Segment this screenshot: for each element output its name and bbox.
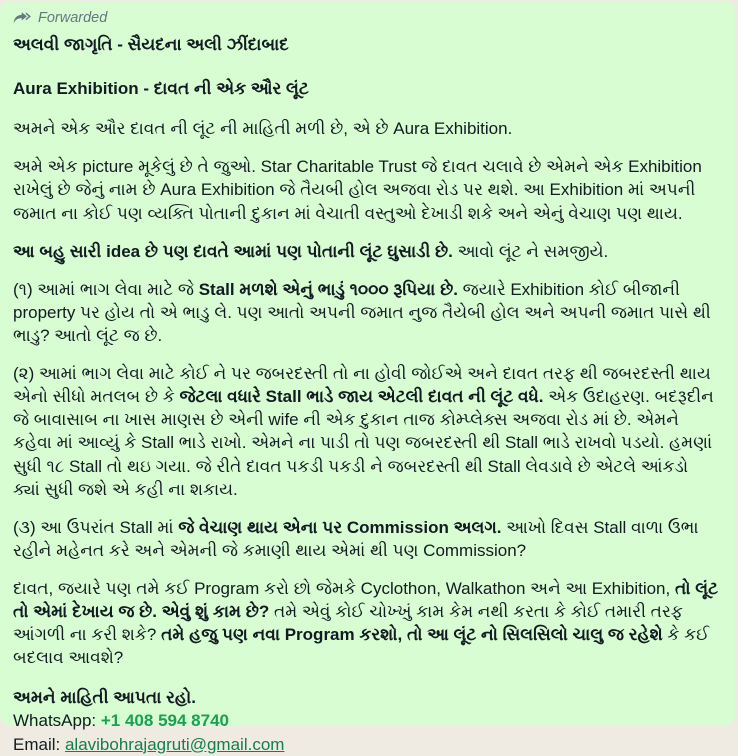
email-label: Email: [13, 734, 65, 754]
point1-bold-text: Stall મળશે એનું ભાડું ૧૦૦૦ રૂપિયા છે. [198, 279, 458, 299]
idea-rest-text: આવો લૂંટ ને સમજીયે. [452, 241, 609, 261]
whatsapp-number-link[interactable]: +1 408 594 8740 [100, 711, 229, 731]
whatsapp-line [13, 709, 719, 732]
point2-rest-text: એક ઉદાહરણ. બદરૂદીન જે બાવાસાબ ના ખાસ માણસ છે એની wife ની એક દુકાન તાજ કોમ્પ્લેક્સ અજવા રોડ માં છે. એમને કહેવા માં આવ્યું કે Stall ભાડે રાખો. એમને ના પાડી તો પણ જબરદસ્તી થી Stall ભાડે રાખવો પડયો. હમણાં સુધી ૧૮ Stall તો થઇ ગયા. જે રીતે દાવત પકડી પકડી ને જબરદસ્તી થી Stall લેવડાવે છે એટલે આંકડો ક્યાં સુધી જશે એ કહી ના શકાય. [13, 387, 714, 499]
email-link[interactable]: alavibohrajagruti@gmail.com [64, 734, 285, 754]
point1-pre-text: (૧) આમાં ભાગ લેવા માટે જે [13, 279, 199, 299]
point3-rest-text: આખો દિવસ Stall વાળા ઉભા રહીને મહેનત કરે અને એમની જે કમાણી થાય એમાં થી પણ Commission? [13, 517, 699, 560]
forward-icon [13, 11, 32, 25]
paragraph-closing [13, 577, 719, 669]
idea-bold-text: આ બહુ સારી idea છે પણ દાવતે આમાં પણ પોતાની લૂંટ ઘુસાડી છે. [13, 241, 453, 261]
closing-rest-text: કે કઈ બદલાવ આવશે? [13, 625, 710, 668]
forwarded-label: Forwarded [38, 10, 108, 26]
closing-pre-text: દાવત, જયારે પણ તમે કઈ Program કરો છો જેમકે Cyclothon, Walkathon અને આ Exhibition, [13, 578, 675, 598]
email-line [13, 733, 719, 756]
point3-bold-text: જે વેચાણ થાય એના પર Commission અલગ. [178, 517, 502, 537]
forwarded-message-bubble [0, 1, 735, 754]
contact-block [13, 686, 719, 755]
paragraph-point2 [13, 362, 719, 501]
whatsapp-label: WhatsApp: [13, 711, 101, 731]
paragraph-description: અમે એક picture મૂકેલું છે તે જુઓ. Star Charitable Trust જે દાવત ચલાવે છે એમને એક Exhibition રાખેલું છે જેનું નામ છે Aura Exhibition જે તૈયબી હોલ અજવા રોડ પર થશે. આ Exhibition માં અપની જમાત ના કોઈ પણ વ્યક્તિ પોતાની દુકાન માં વેચાતી વસ્તુઓ દેખાડી શકે અને એનું વેચાણ પણ થાય. [13, 157, 702, 223]
point1-rest-text: જયારે Exhibition કોઈ બીજાની property પર હોય તો એ ભાડુ લે. પણ આતો અપની જમાત નુજ તૈયેબી હોલ અને અપની જમાત પાસે થી ભાડુ? આતો લૂંટ જ છે. [13, 279, 711, 345]
closing-bold2-text: તમે હજુ પણ નવા Program કરશો, તો આ લૂંટ નો સિલસિલો ચાલુ જ રહેશે [161, 625, 663, 645]
cta-line: અમને માહિતી આપતા રહો. [13, 688, 196, 708]
closing-mid-text: તમે એવું કોઈ ચોખ્ખું કામ કેમ નથી કરતા કે કોઈ તમારી તરફ આંગળી ના કરી શકે? [13, 602, 683, 645]
paragraph-idea [13, 240, 719, 263]
paragraph-point3 [13, 516, 719, 562]
point3-pre-text: (૩) આ ઉપરાંત Stall માં [13, 517, 179, 537]
message-subtitle: Aura Exhibition - દાવત ની એક ઔર લૂંટ [13, 79, 309, 99]
message-title: અલવી જાગૃતિ - સૈયદના અલી ઝીંદાબાદ [13, 35, 289, 54]
point2-bold-text: જેટલા વધારે Stall ભાડે જાય એટલી દાવત ની લૂંટ વધે. [179, 387, 544, 407]
closing-bold1-text: તો લૂંટ તો એમાં દેખાય જ છે. એવું શું કામ છે? [13, 578, 718, 622]
paragraph-point1 [13, 278, 719, 347]
paragraph-intro: અમને એક ઔર દાવત ની લૂંટ ની માહિતી મળી છે, એ છે Aura Exhibition. [13, 119, 513, 139]
forwarded-indicator [13, 10, 719, 26]
point2-pre-text: (૨) આમાં ભાગ લેવા માટે કોઈ ને પર જબરદસ્તી તો ના હોવી જોઈએ અને દાવત તરફ થી જબરદસ્તી થાય એનો સીધો મતલબ છે કે [13, 364, 711, 407]
